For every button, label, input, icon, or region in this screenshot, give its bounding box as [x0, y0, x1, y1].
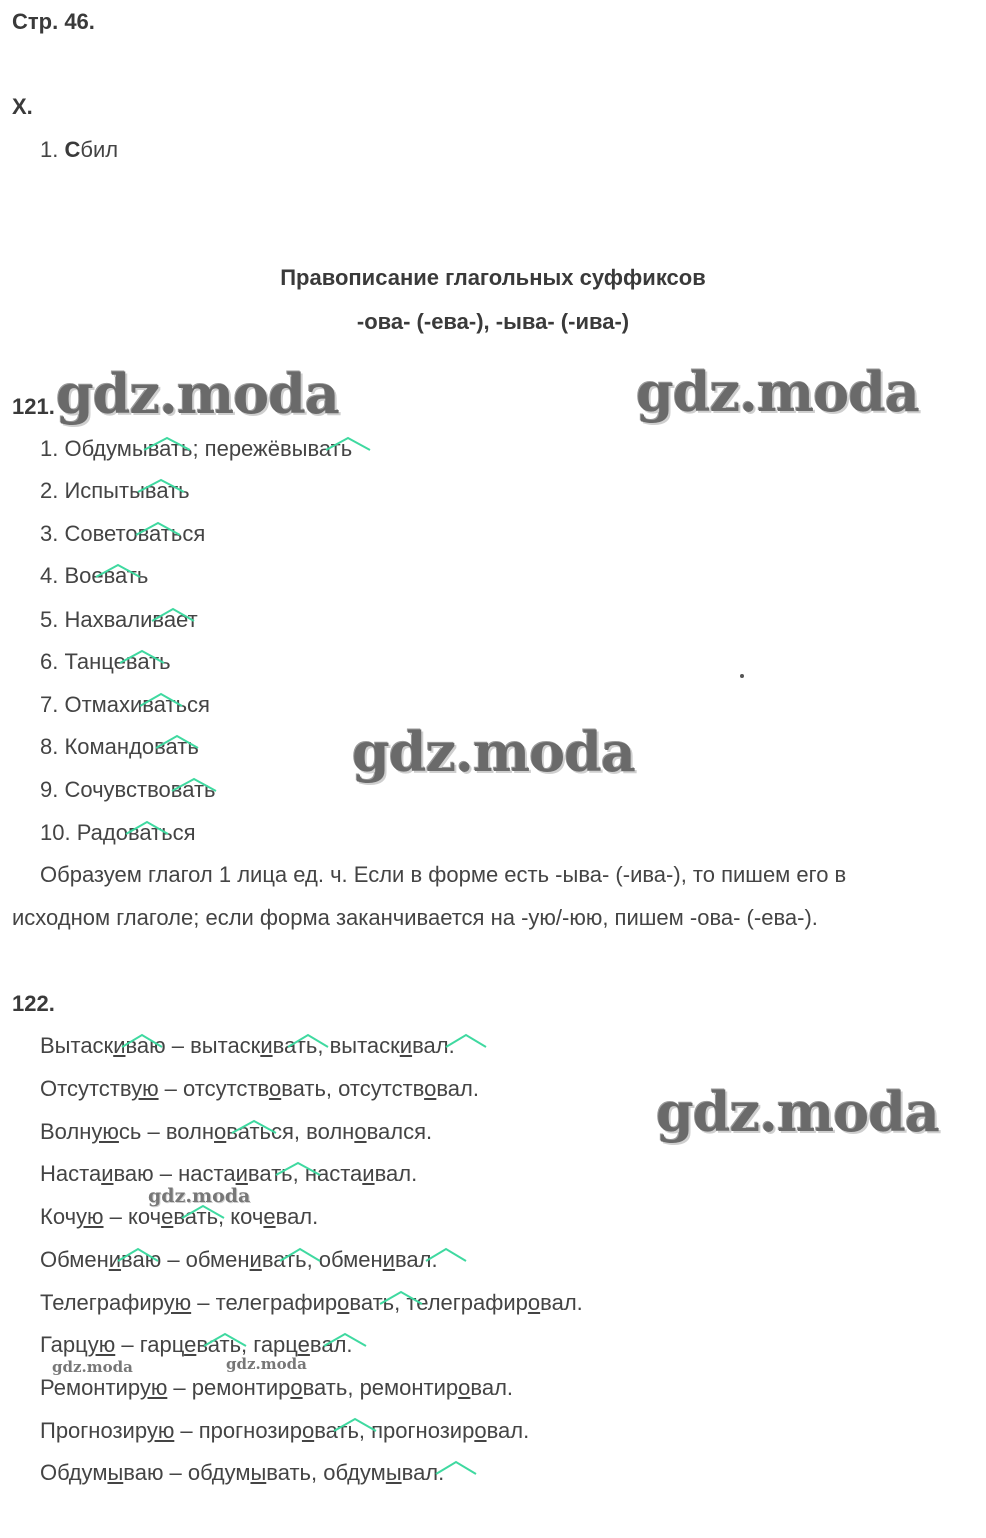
underlined-letter: ую [76, 1204, 104, 1229]
word-fragment: вал. [275, 1204, 319, 1229]
underlined-letter: ы [107, 1460, 124, 1485]
word-fragment: вал. [540, 1290, 583, 1315]
underlined-letter: ую [87, 1332, 116, 1357]
underlined-letter: ую [146, 1418, 175, 1443]
exercise-121-item: 4. Воевать [40, 563, 149, 588]
word-fragment: вал. [394, 1247, 438, 1272]
underlined-letter: ую [163, 1290, 192, 1315]
word-fragment: ваю – вытаск [125, 1033, 261, 1058]
word-fragment: вал. [412, 1033, 455, 1058]
word-fragment: – телеграфир [191, 1290, 338, 1315]
watermark-logo: gdz.moda [56, 362, 339, 426]
stray-dot [740, 674, 744, 678]
word-fragment: вался. [366, 1119, 433, 1144]
word-fragment: – коч [103, 1204, 162, 1229]
word-fragment: вал. [486, 1418, 530, 1443]
word-fragment: вал. [401, 1460, 445, 1485]
word-fragment: ваю – наста [113, 1161, 236, 1186]
underlined-letter: о [458, 1375, 471, 1400]
underlined-letter: и [382, 1247, 395, 1272]
word-fragment: ваю – обмен [121, 1247, 250, 1272]
page-label: Стр. 46. [12, 9, 95, 34]
word-fragment: вал. [436, 1076, 479, 1101]
word-fragment: вать, обмен [261, 1247, 383, 1272]
word-fragment: вать, коч [173, 1204, 264, 1229]
item-rest: бил [80, 137, 119, 162]
exercise-121-item: 5. Нахваливает [40, 607, 198, 632]
underlined-letter: е [184, 1332, 197, 1357]
word-fragment: вал. [309, 1332, 353, 1357]
section-x-item-1 [40, 136, 118, 164]
watermark-logo-small: gdz.moda [226, 1355, 307, 1373]
exercise-121-item: 3. Советоваться [40, 521, 206, 546]
underlined-letter: о [268, 1076, 282, 1101]
underlined-letter: е [161, 1204, 174, 1229]
word-fragment: – ремонтир [167, 1375, 291, 1400]
underlined-letter: и [249, 1247, 262, 1272]
word-fragment: вать, наста [247, 1161, 363, 1186]
underlined-letter: о [424, 1076, 437, 1101]
word-fragment: Обмен [40, 1247, 109, 1272]
exercise-122-line [40, 1459, 444, 1487]
watermark-logo-small: gdz.moda [148, 1185, 251, 1207]
watermark-logo: gdz.moda [352, 720, 635, 784]
exercise-122-line [40, 1203, 318, 1231]
word-fragment: – отсутств [158, 1076, 269, 1101]
word-fragment: вать, прогнозир [314, 1418, 475, 1443]
underlined-letter: е [297, 1332, 310, 1357]
word-fragment: вать, ремонтир [302, 1375, 459, 1400]
word-fragment: – гарц [115, 1332, 185, 1357]
exercise-122-line [40, 1417, 529, 1445]
underlined-letter: о [527, 1290, 541, 1315]
word-fragment: Прогнозир [40, 1418, 147, 1443]
word-fragment: Гарц [40, 1332, 88, 1357]
word-fragment: Вытаск [40, 1033, 114, 1058]
exercise-121-item: 6. Танцевать [40, 649, 171, 674]
exercise-122-line [40, 1075, 479, 1103]
word-fragment: Ремонтир [40, 1375, 140, 1400]
word-fragment: вать, телеграфир [349, 1290, 528, 1315]
word-fragment: вать, отсутств [281, 1076, 425, 1101]
word-fragment: ваться, волн [226, 1119, 355, 1144]
word-fragment: вать, гарц [196, 1332, 298, 1357]
section-x-label: X. [12, 94, 33, 119]
word-fragment: Телеграфир [40, 1290, 164, 1315]
word-fragment: – прогнозир [174, 1418, 302, 1443]
exercise-122-line [40, 1374, 513, 1402]
item-number: 1. [40, 137, 59, 162]
underlined-letter: ы [250, 1460, 267, 1485]
underlined-letter: ую [131, 1076, 159, 1101]
word-fragment: вать, обдум [266, 1460, 386, 1485]
word-fragment: Отсутств [40, 1076, 132, 1101]
heading-line-1: Правописание глагольных суффиксов [280, 265, 706, 290]
underlined-letter: и [113, 1033, 126, 1058]
underlined-letter: и [399, 1033, 413, 1058]
exercise-121-item: 10. Радоваться [40, 820, 196, 845]
exercise-122-number: 122. [12, 991, 55, 1016]
underlined-letter: и [260, 1033, 273, 1058]
heading-line-2: -ова- (-ева-), -ыва- (-ива-) [356, 309, 630, 334]
exercise-122-line [40, 1118, 432, 1146]
exercise-121-item: 8. Командовать [40, 734, 199, 759]
word-fragment: Волн [40, 1119, 92, 1144]
underlined-letter: и [362, 1161, 375, 1186]
word-fragment: Обдум [40, 1460, 108, 1485]
exercise-121-rule-line-1: Образуем глагол 1 лица ед. ч. Если в форме есть -ыва- (-ива-), то пишем его в [40, 862, 847, 887]
underlined-letter: и [108, 1247, 122, 1272]
word-fragment: вал. [470, 1375, 514, 1400]
word-fragment: сь – волн [118, 1119, 215, 1144]
underlined-letter: и [101, 1161, 114, 1186]
word-fragment: Коч [40, 1204, 77, 1229]
watermark-logo-small: gdz.moda [52, 1358, 133, 1376]
exercise-121-item: 1. Обдумывать; пережёвывать [40, 436, 353, 461]
exercise-122-line [40, 1160, 417, 1188]
exercise-122-line [40, 1032, 455, 1060]
exercise-121-item: 7. Отмахиваться [40, 692, 210, 717]
underlined-letter: о [354, 1119, 367, 1144]
exercise-121-item: 9. Сочувствовать [40, 777, 216, 802]
underlined-letter: о [337, 1290, 350, 1315]
word-fragment: ваю – обдум [123, 1460, 251, 1485]
underlined-letter: ую [91, 1119, 119, 1144]
exercise-121-rule-line-2: исходном глаголе; если форма заканчивается на -ую/-юю, пишем -ова- (-ева-). [12, 905, 818, 930]
underlined-letter: о [290, 1375, 303, 1400]
underlined-letter: ы [385, 1460, 402, 1485]
underlined-letter: е [263, 1204, 276, 1229]
item-letter: С [64, 137, 81, 162]
underlined-letter: ую [139, 1375, 168, 1400]
exercise-122-line [40, 1246, 438, 1274]
watermark-logo: gdz.moda [636, 360, 919, 424]
underlined-letter: о [301, 1418, 315, 1443]
word-fragment: вал. [374, 1161, 418, 1186]
word-fragment: Наста [40, 1161, 102, 1186]
exercise-121-item: 2. Испытывать [40, 478, 190, 503]
word-fragment: вать, вытаск [272, 1033, 400, 1058]
underlined-letter: о [214, 1119, 227, 1144]
watermark-logo: gdz.moda [656, 1080, 939, 1144]
exercise-122-line [40, 1289, 583, 1317]
underlined-letter: и [235, 1161, 248, 1186]
underlined-letter: о [474, 1418, 487, 1443]
exercise-121-number: 121. [12, 394, 55, 419]
